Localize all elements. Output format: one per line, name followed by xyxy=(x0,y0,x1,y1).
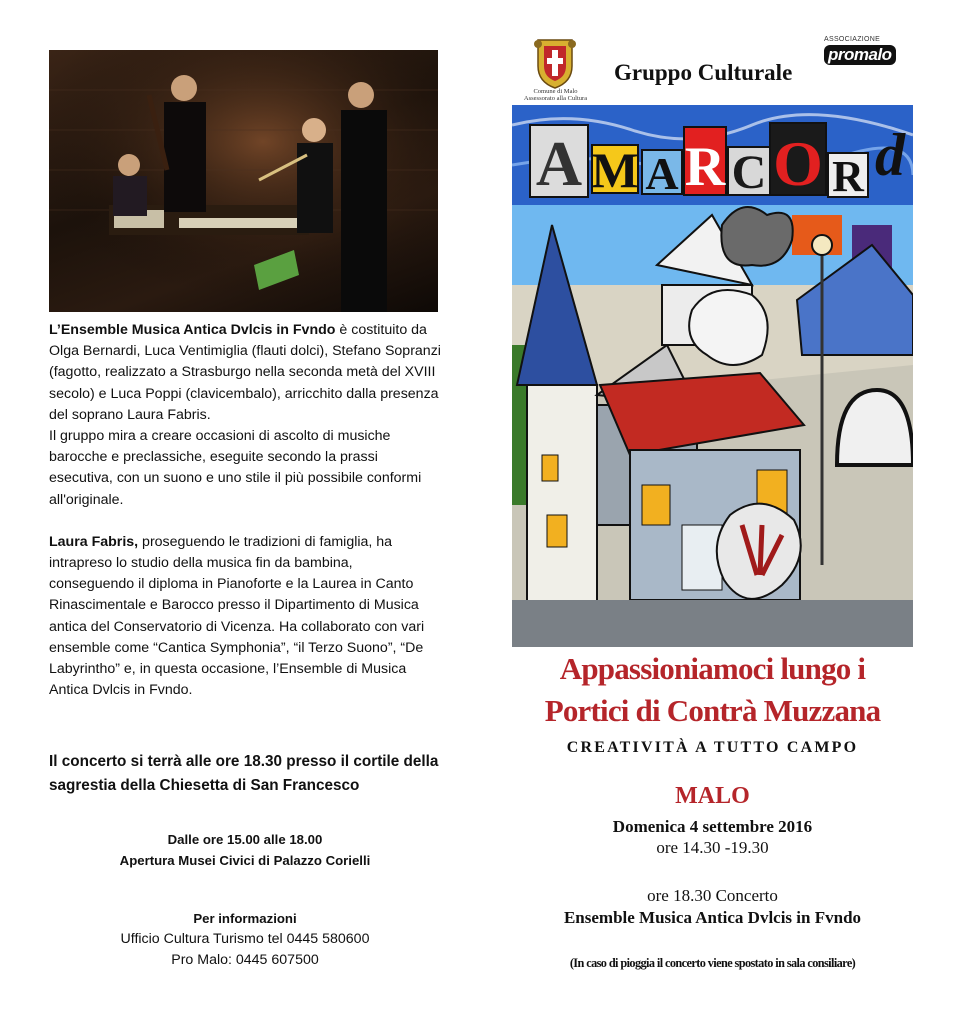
svg-text:C: C xyxy=(731,146,767,199)
malo-crest-icon xyxy=(532,36,578,90)
rain-note: (In caso di pioggia il concerto viene spostato in sala consiliare) xyxy=(569,956,856,970)
svg-text:d: d xyxy=(875,122,905,188)
event-title xyxy=(512,648,913,732)
concert-ensemble: Ensemble Musica Antica Dvlcis in Fvndo xyxy=(563,908,862,927)
concert-time: ore 18.30 Concerto xyxy=(647,886,778,905)
promalo-logo: promalo xyxy=(824,45,896,65)
museum-hours: Dalle ore 15.00 alle 18.00 xyxy=(167,832,323,847)
crest-caption-line-2: Assessorato alla Cultura xyxy=(523,95,588,102)
svg-text:A: A xyxy=(535,128,583,199)
event-date: Domenica 4 settembre 2016 xyxy=(612,817,813,836)
museum-info xyxy=(49,829,441,871)
event-subtitle: CREATIVITÀ A TUTTO CAMPO xyxy=(566,739,859,756)
museum-label: Apertura Musei Civici di Palazzo Corielli xyxy=(119,853,371,868)
contact-heading: Per informazioni xyxy=(193,911,297,926)
amarcord-poster-image xyxy=(512,105,913,647)
event-title-line-1: Appassioniamoci lungo i xyxy=(559,651,866,686)
ensemble-bio xyxy=(49,320,441,426)
soprano-bio-text: proseguendo le tradizioni di famiglia, ha intrapreso lo studio della musica fin da bambina, conseguendo il diploma in Pianoforte e la Laurea in Canto Rinascimentale e Barocco presso il Dipartimento di Musica antica del Conservatorio di Vicenza. Ha collaborato con vari ensemble come “Cantica Symphonia”, “il Terzo Suono”, “De Labyrintho” e, in questa occasione, l’Ensemble di Musica Antica Dvlcis in Fvndo. xyxy=(49,533,425,699)
svg-text:R: R xyxy=(832,152,864,201)
ensemble-bio-text: è costituito da Olga Bernardi, Luca Ventimiglia (flauti dolci), Stefano Sopranzi (fagotto, realizzato a Strasburgo nella seconda metà del XVIII secolo) e Luca Poppi (clavicembalo), arricchito dalla presenza del soprano Laura Fabris. xyxy=(49,322,441,423)
ensemble-mission: Il gruppo mira a creare occasioni di ascolto di musiche barocche e preclassiche, eseguite secondo la prassi esecutiva, con un suono e uno stile il più possibile conformi all'originale. xyxy=(49,428,422,508)
event-city: MALO xyxy=(675,783,750,809)
bio-section xyxy=(49,320,441,701)
svg-text:R: R xyxy=(684,136,726,198)
contact-info xyxy=(49,908,441,971)
contact-line-2: Pro Malo: 0445 607500 xyxy=(171,952,319,968)
soprano-bio xyxy=(49,532,441,702)
event-hours: ore 14.30 -19.30 xyxy=(656,838,769,857)
contact-line-1: Ufficio Cultura Turismo tel 0445 580600 xyxy=(120,931,370,947)
soprano-name: Laura Fabris, xyxy=(49,533,139,550)
crest-caption xyxy=(508,88,603,102)
svg-text:M: M xyxy=(591,142,639,198)
concert-note: Il concerto si terrà alle ore 18.30 presso il cortile della sagrestia della Chiesetta di San Francesco xyxy=(49,753,439,794)
association-label: ASSOCIAZIONE xyxy=(824,36,881,43)
ensemble-photo xyxy=(49,50,438,312)
ensemble-name: L’Ensemble Musica Antica Dvlcis in Fvndo xyxy=(49,322,336,338)
group-name: Gruppo Culturale xyxy=(614,60,793,85)
svg-text:O: O xyxy=(773,128,823,199)
event-title-line-2: Portici di Contrà Muzzana xyxy=(544,693,881,728)
svg-text:A: A xyxy=(645,148,679,199)
crest-caption-line-1: Comune di Malo xyxy=(533,88,578,95)
